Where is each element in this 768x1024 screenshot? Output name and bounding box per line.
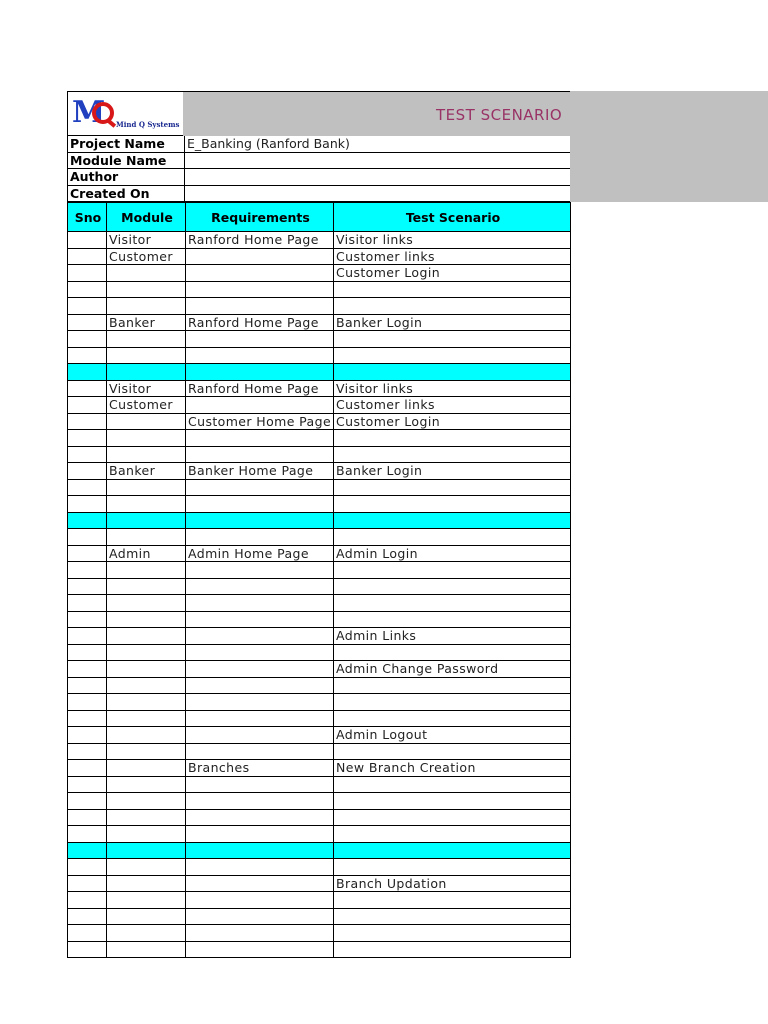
table-row [68,413,571,430]
cell-test-scenario[interactable] [334,578,571,595]
cell-test-scenario[interactable] [334,892,571,909]
test-scenario-sheet [67,91,570,202]
cell-module[interactable] [107,595,186,612]
table-row [68,595,571,612]
table-row [68,364,571,381]
table-row [68,347,571,364]
cell-requirements[interactable] [186,562,334,579]
cell-sno[interactable] [68,743,107,760]
cell-module[interactable] [107,941,186,958]
cell-test-scenario[interactable]: Admin Links [334,628,571,645]
info-label: Project Name [68,136,185,152]
cell-module[interactable] [107,694,186,711]
cell-requirements[interactable] [186,925,334,942]
cell-requirements[interactable] [186,281,334,298]
cell-test-scenario[interactable]: New Branch Creation [334,760,571,777]
cell-requirements[interactable] [186,809,334,826]
cell-module[interactable] [107,644,186,661]
cell-module[interactable] [107,628,186,645]
cell-requirements[interactable] [186,479,334,496]
cell-module[interactable] [107,496,186,513]
cell-sno[interactable] [68,644,107,661]
title-cell [183,91,570,136]
table-row [68,826,571,843]
cell-requirements[interactable]: Ranford Home Page [186,232,334,249]
cell-test-scenario[interactable]: Customer links [334,397,571,414]
cell-test-scenario[interactable] [334,430,571,447]
table-row [68,463,571,480]
cell-module[interactable] [107,892,186,909]
cell-sno[interactable] [68,298,107,315]
cell-requirements[interactable] [186,859,334,876]
cell-test-scenario[interactable] [334,677,571,694]
cell-test-scenario[interactable]: Branch Updation [334,875,571,892]
table-row [68,562,571,579]
cell-module[interactable] [107,512,186,529]
cell-sno[interactable] [68,248,107,265]
cell-sno[interactable] [68,529,107,546]
sheet-header [67,91,570,202]
cell-sno[interactable] [68,413,107,430]
info-value[interactable] [185,169,570,185]
cell-requirements[interactable] [186,826,334,843]
cell-sno[interactable] [68,727,107,744]
cell-test-scenario[interactable] [334,595,571,612]
cell-sno[interactable] [68,776,107,793]
table-row [68,611,571,628]
cell-test-scenario[interactable]: Customer links [334,248,571,265]
cell-module[interactable] [107,859,186,876]
cell-sno[interactable] [68,710,107,727]
table-row [68,644,571,661]
cell-requirements[interactable] [186,908,334,925]
table-row [68,545,571,562]
cell-test-scenario[interactable] [334,347,571,364]
cell-module[interactable] [107,743,186,760]
cell-requirements[interactable] [186,364,334,381]
cell-sno[interactable] [68,430,107,447]
table-row [68,892,571,909]
cell-test-scenario[interactable] [334,710,571,727]
table-row [68,875,571,892]
info-label: Module Name [68,153,185,169]
cell-requirements[interactable] [186,941,334,958]
cell-module[interactable] [107,446,186,463]
table-row [68,677,571,694]
cell-requirements[interactable]: Ranford Home Page [186,314,334,331]
cell-module[interactable] [107,776,186,793]
table-row [68,446,571,463]
cell-requirements[interactable] [186,694,334,711]
table-row [68,710,571,727]
cell-requirements[interactable] [186,628,334,645]
cell-test-scenario[interactable] [334,562,571,579]
table-row [68,661,571,678]
cell-module[interactable] [107,925,186,942]
cell-test-scenario[interactable] [334,908,571,925]
cell-sno[interactable] [68,479,107,496]
cell-module[interactable] [107,760,186,777]
column-header-module: Module [107,203,186,232]
table-row [68,578,571,595]
cell-sno[interactable] [68,446,107,463]
cell-module[interactable] [107,908,186,925]
cell-requirements[interactable] [186,331,334,348]
table-row [68,512,571,529]
cell-module[interactable] [107,727,186,744]
cell-test-scenario[interactable] [334,809,571,826]
cell-sno[interactable] [68,875,107,892]
table-row [68,694,571,711]
cell-test-scenario[interactable] [334,298,571,315]
cell-requirements[interactable] [186,661,334,678]
cell-sno[interactable] [68,760,107,777]
cell-test-scenario[interactable] [334,793,571,810]
cell-requirements[interactable] [186,892,334,909]
cell-module[interactable] [107,298,186,315]
cell-test-scenario[interactable]: Banker Login [334,314,571,331]
cell-requirements[interactable] [186,446,334,463]
cell-test-scenario[interactable] [334,496,571,513]
table-row [68,281,571,298]
info-value[interactable] [185,153,570,169]
cell-sno[interactable] [68,694,107,711]
cell-module[interactable] [107,842,186,859]
cell-requirements[interactable] [186,743,334,760]
cell-requirements[interactable] [186,727,334,744]
company-logo [67,91,183,136]
cell-test-scenario[interactable] [334,826,571,843]
cell-module[interactable] [107,677,186,694]
cell-test-scenario[interactable] [334,743,571,760]
info-row-author [67,169,570,186]
table-row [68,941,571,958]
cell-sno[interactable] [68,892,107,909]
table-row [68,842,571,859]
cell-test-scenario[interactable] [334,611,571,628]
table-row [68,925,571,942]
cell-sno[interactable] [68,512,107,529]
cell-module[interactable] [107,826,186,843]
table-row [68,859,571,876]
table-row [68,496,571,513]
cell-sno[interactable] [68,941,107,958]
info-row-created [67,186,570,203]
cell-sno[interactable] [68,463,107,480]
table-row [68,248,571,265]
table-row [68,331,571,348]
cell-test-scenario[interactable] [334,331,571,348]
scenario-table [67,202,571,958]
cell-test-scenario[interactable] [334,859,571,876]
cell-test-scenario[interactable]: Admin Logout [334,727,571,744]
table-header-row [68,203,571,232]
sheet-title: TEST SCENARIO [436,106,563,124]
table-row [68,380,571,397]
cell-requirements[interactable] [186,776,334,793]
cell-requirements[interactable]: Admin Home Page [186,545,334,562]
cell-requirements[interactable] [186,793,334,810]
cell-module[interactable] [107,413,186,430]
cell-test-scenario[interactable]: Banker Login [334,463,571,480]
cell-test-scenario[interactable] [334,479,571,496]
cell-test-scenario[interactable]: Customer Login [334,413,571,430]
table-row [68,793,571,810]
table-row [68,265,571,282]
cell-test-scenario[interactable] [334,842,571,859]
cell-requirements[interactable]: Ranford Home Page [186,380,334,397]
table-row [68,430,571,447]
cell-module[interactable] [107,265,186,282]
cell-sno[interactable] [68,496,107,513]
cell-module[interactable]: Visitor [107,380,186,397]
cell-module[interactable]: Customer [107,397,186,414]
table-row [68,908,571,925]
logo-m-letter: M [72,95,102,130]
table-row [68,743,571,760]
cell-requirements[interactable]: Banker Home Page [186,463,334,480]
cell-module[interactable] [107,331,186,348]
cell-requirements[interactable] [186,710,334,727]
cell-test-scenario[interactable]: Customer Login [334,265,571,282]
cell-requirements[interactable] [186,677,334,694]
cell-module[interactable] [107,281,186,298]
cell-module[interactable] [107,562,186,579]
cell-sno[interactable] [68,331,107,348]
info-row-project [67,136,570,153]
cell-test-scenario[interactable]: Visitor links [334,232,571,249]
cell-module[interactable] [107,793,186,810]
column-header-sno: Sno [68,203,107,232]
info-value[interactable] [185,186,570,202]
table-row [68,628,571,645]
cell-test-scenario[interactable] [334,776,571,793]
cell-requirements[interactable] [186,595,334,612]
cell-sno[interactable] [68,314,107,331]
table-row [68,760,571,777]
cell-module[interactable]: Visitor [107,232,186,249]
cell-sno[interactable] [68,347,107,364]
cell-module[interactable]: Banker [107,314,186,331]
cell-sno[interactable] [68,281,107,298]
cell-sno[interactable] [68,397,107,414]
cell-module[interactable] [107,710,186,727]
table-row [68,809,571,826]
column-header-test-scenario: Test Scenario [334,203,571,232]
cell-module[interactable] [107,875,186,892]
cell-module[interactable]: Banker [107,463,186,480]
cell-test-scenario[interactable]: Visitor links [334,380,571,397]
cell-module[interactable] [107,430,186,447]
cell-test-scenario[interactable]: Admin Change Password [334,661,571,678]
cell-module[interactable] [107,611,186,628]
cell-module[interactable]: Customer [107,248,186,265]
table-body [68,232,571,958]
cell-sno[interactable] [68,925,107,942]
table-row [68,529,571,546]
cell-test-scenario[interactable] [334,925,571,942]
info-label: Author [68,169,185,185]
cell-requirements[interactable] [186,578,334,595]
cell-test-scenario[interactable] [334,446,571,463]
table-row [68,479,571,496]
cell-requirements[interactable] [186,529,334,546]
cell-sno[interactable] [68,595,107,612]
cell-sno[interactable] [68,859,107,876]
cell-test-scenario[interactable] [334,644,571,661]
info-value[interactable]: E_Banking (Ranford Bank) [187,136,350,151]
cell-test-scenario[interactable] [334,364,571,381]
cell-requirements[interactable] [186,397,334,414]
cell-requirements[interactable] [186,496,334,513]
cell-module[interactable]: Admin [107,545,186,562]
cell-module[interactable] [107,364,186,381]
cell-test-scenario[interactable] [334,941,571,958]
table-row [68,776,571,793]
cell-sno[interactable] [68,826,107,843]
cell-test-scenario[interactable] [334,281,571,298]
cell-sno[interactable] [68,578,107,595]
info-label: Created On [68,186,185,202]
cell-sno[interactable] [68,364,107,381]
cell-requirements[interactable]: Customer Home Page [186,413,334,430]
cell-sno[interactable] [68,628,107,645]
cell-sno[interactable] [68,611,107,628]
cell-sno[interactable] [68,809,107,826]
cell-sno[interactable] [68,842,107,859]
cell-sno[interactable] [68,793,107,810]
cell-module[interactable] [107,479,186,496]
cell-requirements[interactable] [186,298,334,315]
cell-sno[interactable] [68,380,107,397]
cell-module[interactable] [107,809,186,826]
cell-requirements[interactable] [186,644,334,661]
cell-test-scenario[interactable] [334,694,571,711]
cell-requirements[interactable] [186,875,334,892]
cell-test-scenario[interactable] [334,529,571,546]
info-row-module [67,153,570,170]
logo-company-name: Mind Q Systems [116,120,180,129]
table-row [68,314,571,331]
logo-q-letter [92,102,114,124]
cell-sno[interactable] [68,677,107,694]
cell-module[interactable] [107,578,186,595]
cell-requirements[interactable] [186,842,334,859]
table-row [68,232,571,249]
table-row [68,298,571,315]
cell-test-scenario[interactable] [334,512,571,529]
cell-requirements[interactable] [186,611,334,628]
cell-module[interactable] [107,347,186,364]
cell-test-scenario[interactable]: Admin Login [334,545,571,562]
header-gray-fill [570,91,768,202]
cell-sno[interactable] [68,232,107,249]
cell-sno[interactable] [68,908,107,925]
cell-requirements[interactable] [186,430,334,447]
cell-module[interactable] [107,529,186,546]
cell-module[interactable] [107,661,186,678]
cell-sno[interactable] [68,265,107,282]
cell-sno[interactable] [68,545,107,562]
column-header-requirements: Requirements [186,203,334,232]
cell-requirements[interactable]: Branches [186,760,334,777]
table-row [68,727,571,744]
table-row [68,397,571,414]
cell-requirements[interactable] [186,512,334,529]
cell-requirements[interactable] [186,347,334,364]
cell-requirements[interactable] [186,248,334,265]
cell-sno[interactable] [68,562,107,579]
cell-requirements[interactable] [186,265,334,282]
cell-sno[interactable] [68,661,107,678]
